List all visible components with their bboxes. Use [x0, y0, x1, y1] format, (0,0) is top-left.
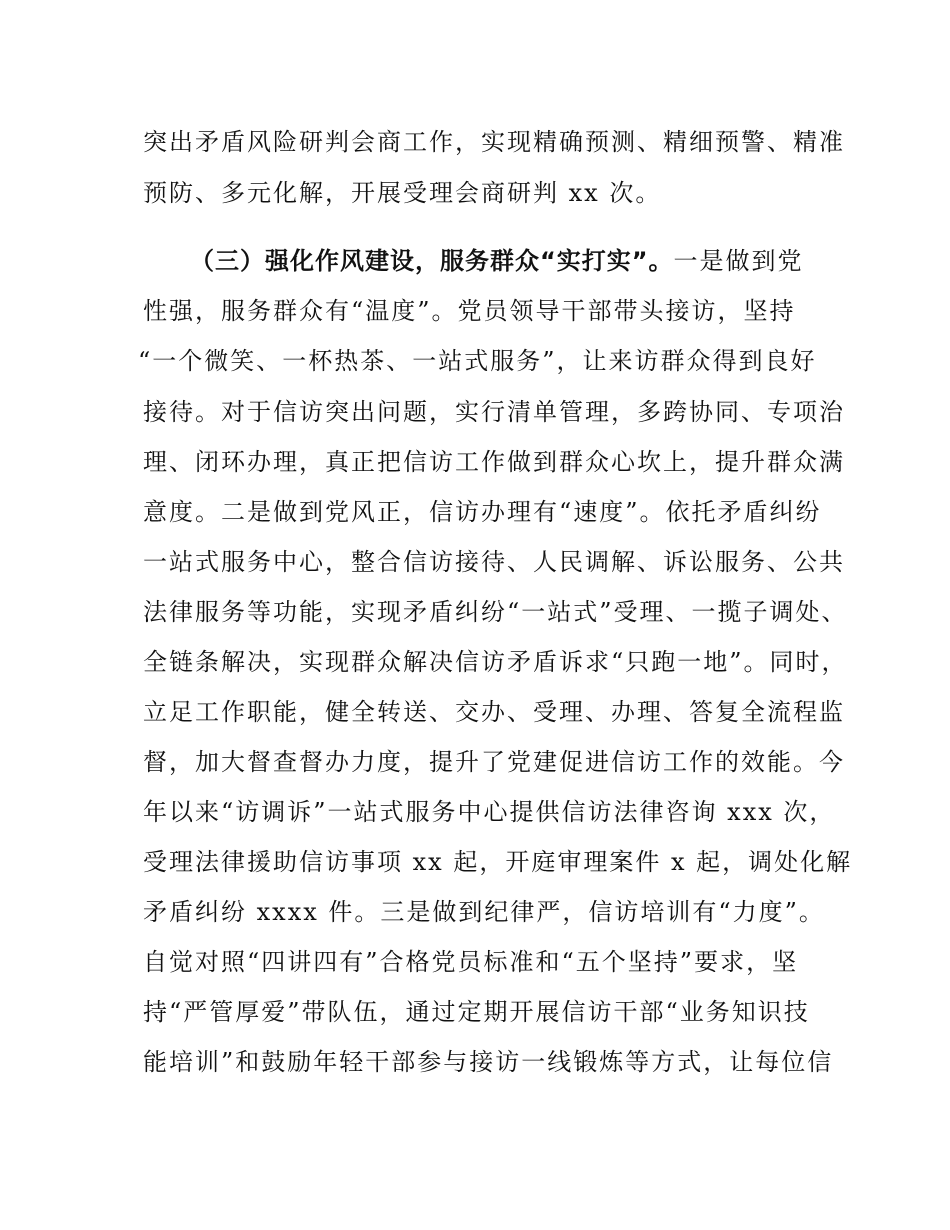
body-line-5: 接待。对于信访突出问题，实行清单管理，多跨协同、专项治 [143, 398, 845, 426]
body-line-3: 性强，服务群众有“温度”。党员领导干部带头接访，坚持 [143, 297, 796, 325]
section-heading: （三）强化作风建设，服务群众“实打实”。 [190, 247, 674, 275]
body-line-8: 一站式服务中心，整合信访接待、人民调解、诉讼服务、公共 [143, 548, 845, 576]
body-line-4: “一个微笑、一杯热茶、一站式服务”，让来访群众得到良好 [138, 347, 817, 375]
section-heading-line [190, 246, 804, 276]
body-line-18: 能培训”和鼓励年轻干部参与接访一线锻炼等方式，让每位信 [143, 1048, 834, 1076]
body-line-2: 预防、多元化解，开展受理会商研判 xx 次。 [143, 179, 662, 207]
body-line-15: 矛盾纠纷 xxxx 件。三是做到纪律严，信访培训有“力度”。 [143, 898, 825, 926]
body-line-10: 全链条解决，实现群众解决信访矛盾诉求“只跑一地”。同时， [143, 648, 848, 676]
body-line-6: 理、闭环办理，真正把信访工作做到群众心坎上，提升群众满 [143, 448, 845, 476]
body-line-9: 法律服务等功能，实现矛盾纠纷“一站式”受理、一揽子调处、 [143, 598, 848, 626]
body-line-16: 自觉对照“四讲四有”合格党员标准和“五个坚持”要求，坚 [143, 948, 799, 976]
body-line-1: 突出矛盾风险研判会商工作，实现精确预测、精细预警、精准 [143, 128, 845, 156]
body-line-12: 督，加大督查督办力度，提升了党建促进信访工作的效能。今 [143, 748, 845, 776]
body-line-17: 持“严管厚爱”带队伍，通过定期开展信访干部“业务知识技 [143, 998, 810, 1026]
body-line-7: 意度。二是做到党风正，信访办理有“速度”。依托矛盾纠纷 [143, 498, 822, 526]
body-line-14: 受理法律援助信访事项 xx 起，开庭审理案件 x 起，调处化解 [143, 848, 853, 876]
body-line-13: 年以来“访调诉”一站式服务中心提供信访法律咨询 xxx 次， [143, 798, 836, 826]
body-line-11: 立足工作职能，健全转送、交办、受理、办理、答复全流程监 [143, 698, 845, 726]
section-heading-continuation: 一是做到党 [673, 247, 804, 275]
